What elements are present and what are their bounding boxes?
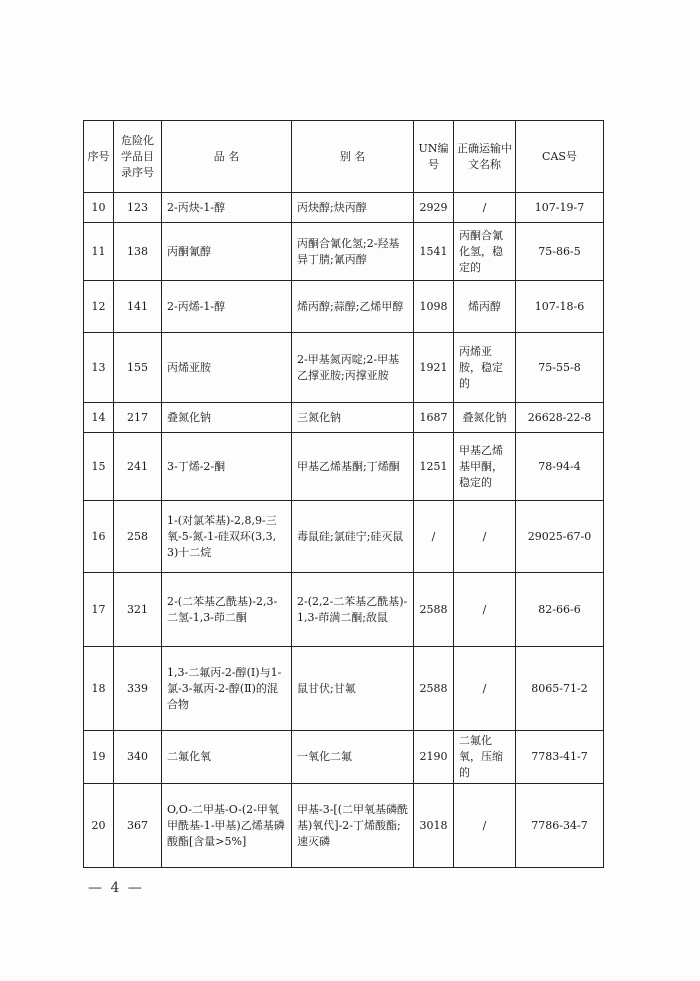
- cell-seq: 20: [84, 784, 114, 868]
- cell-catalog: 141: [114, 281, 162, 333]
- cell-catalog: 339: [114, 647, 162, 731]
- cell-cas: 7783-41-7: [516, 731, 604, 784]
- cell-cas: 107-18-6: [516, 281, 604, 333]
- cell-un: 1687: [414, 403, 454, 433]
- cell-catalog: 258: [114, 501, 162, 573]
- table-row: [84, 784, 604, 868]
- cell-seq: 18: [84, 647, 114, 731]
- cell-name: 丙酮氰醇: [162, 223, 292, 281]
- header-name: 品 名: [162, 121, 292, 193]
- table-row: [84, 647, 604, 731]
- chemical-table: [83, 120, 604, 868]
- cell-un: 2588: [414, 573, 454, 647]
- cell-un: 3018: [414, 784, 454, 868]
- cell-cas: 75-86-5: [516, 223, 604, 281]
- cell-alias: 三氮化钠: [292, 403, 414, 433]
- cell-name: 2-(二苯基乙酰基)-2,3-二氢-1,3-茚二酮: [162, 573, 292, 647]
- cell-name: 1,3-二氟丙-2-醇(Ⅰ)与1-氯-3-氟丙-2-醇(Ⅱ)的混合物: [162, 647, 292, 731]
- header-cas: CAS号: [516, 121, 604, 193]
- cell-cas: 82-66-6: [516, 573, 604, 647]
- cell-catalog: 217: [114, 403, 162, 433]
- table-row: [84, 433, 604, 501]
- cell-seq: 12: [84, 281, 114, 333]
- cell-alias: 烯丙醇;蒜醇;乙烯甲醇: [292, 281, 414, 333]
- cell-seq: 19: [84, 731, 114, 784]
- header-alias: 别 名: [292, 121, 414, 193]
- header-catalog: 危险化学品目录序号: [114, 121, 162, 193]
- cell-alias: 丙酮合氰化氢;2-羟基异丁腈;氰丙醇: [292, 223, 414, 281]
- table-row: [84, 501, 604, 573]
- cell-name: 叠氮化钠: [162, 403, 292, 433]
- table-row: [84, 333, 604, 403]
- cell-transport: 丙酮合氰化氢，稳定的: [454, 223, 516, 281]
- table-row: [84, 731, 604, 784]
- cell-catalog: 241: [114, 433, 162, 501]
- cell-seq: 11: [84, 223, 114, 281]
- cell-alias: 一氧化二氟: [292, 731, 414, 784]
- cell-transport: /: [454, 573, 516, 647]
- cell-catalog: 155: [114, 333, 162, 403]
- table-row: [84, 403, 604, 433]
- header-seq: 序号: [84, 121, 114, 193]
- cell-name: 二氟化氧: [162, 731, 292, 784]
- cell-un: 2929: [414, 193, 454, 223]
- cell-alias: 鼠甘伏;甘氟: [292, 647, 414, 731]
- cell-transport: 甲基乙烯基甲酮，稳定的: [454, 433, 516, 501]
- cell-alias: 2-甲基氮丙啶;2-甲基乙撑亚胺;丙撑亚胺: [292, 333, 414, 403]
- cell-seq: 16: [84, 501, 114, 573]
- cell-name: 2-丙烯-1-醇: [162, 281, 292, 333]
- cell-alias: 毒鼠硅;氯硅宁;硅灭鼠: [292, 501, 414, 573]
- table-header-row: [84, 121, 604, 193]
- cell-cas: 75-55-8: [516, 333, 604, 403]
- table-row: [84, 281, 604, 333]
- cell-transport: /: [454, 501, 516, 573]
- cell-un: 1251: [414, 433, 454, 501]
- cell-alias: 甲基-3-[(二甲氧基磷酰基)氧代]-2-丁烯酸酯;速灭磷: [292, 784, 414, 868]
- cell-name: 3-丁烯-2-酮: [162, 433, 292, 501]
- cell-catalog: 123: [114, 193, 162, 223]
- cell-un: 1921: [414, 333, 454, 403]
- cell-name: 1-(对氯苯基)-2,8,9-三氧-5-氮-1-硅双环(3,3,3)十二烷: [162, 501, 292, 573]
- cell-transport: /: [454, 193, 516, 223]
- cell-catalog: 138: [114, 223, 162, 281]
- cell-un: 1541: [414, 223, 454, 281]
- header-transport: 正确运输中文名称: [454, 121, 516, 193]
- cell-seq: 15: [84, 433, 114, 501]
- cell-alias: 2-(2,2-二苯基乙酰基)-1,3-茚满二酮;敌鼠: [292, 573, 414, 647]
- cell-transport: 烯丙醇: [454, 281, 516, 333]
- cell-catalog: 321: [114, 573, 162, 647]
- header-un: UN编号: [414, 121, 454, 193]
- cell-un: /: [414, 501, 454, 573]
- cell-alias: 丙炔醇;炔丙醇: [292, 193, 414, 223]
- cell-name: 2-丙炔-1-醇: [162, 193, 292, 223]
- cell-cas: 78-94-4: [516, 433, 604, 501]
- cell-un: 1098: [414, 281, 454, 333]
- cell-catalog: 367: [114, 784, 162, 868]
- page-number: — 4 —: [88, 880, 144, 896]
- cell-seq: 13: [84, 333, 114, 403]
- cell-alias: 甲基乙烯基酮;丁烯酮: [292, 433, 414, 501]
- cell-seq: 17: [84, 573, 114, 647]
- cell-transport: /: [454, 784, 516, 868]
- cell-name: O,O-二甲基-O-(2-甲氧甲酰基-1-甲基)乙烯基磷酸酯[含量>5%]: [162, 784, 292, 868]
- cell-transport: 丙烯亚胺，稳定的: [454, 333, 516, 403]
- cell-cas: 8065-71-2: [516, 647, 604, 731]
- cell-catalog: 340: [114, 731, 162, 784]
- cell-transport: /: [454, 647, 516, 731]
- cell-cas: 107-19-7: [516, 193, 604, 223]
- cell-transport: 二氟化氧，压缩的: [454, 731, 516, 784]
- cell-cas: 7786-34-7: [516, 784, 604, 868]
- cell-cas: 26628-22-8: [516, 403, 604, 433]
- table-row: [84, 223, 604, 281]
- table-row: [84, 193, 604, 223]
- table-row: [84, 573, 604, 647]
- cell-seq: 14: [84, 403, 114, 433]
- cell-transport: 叠氮化钠: [454, 403, 516, 433]
- cell-un: 2190: [414, 731, 454, 784]
- cell-name: 丙烯亚胺: [162, 333, 292, 403]
- cell-seq: 10: [84, 193, 114, 223]
- cell-cas: 29025-67-0: [516, 501, 604, 573]
- cell-un: 2588: [414, 647, 454, 731]
